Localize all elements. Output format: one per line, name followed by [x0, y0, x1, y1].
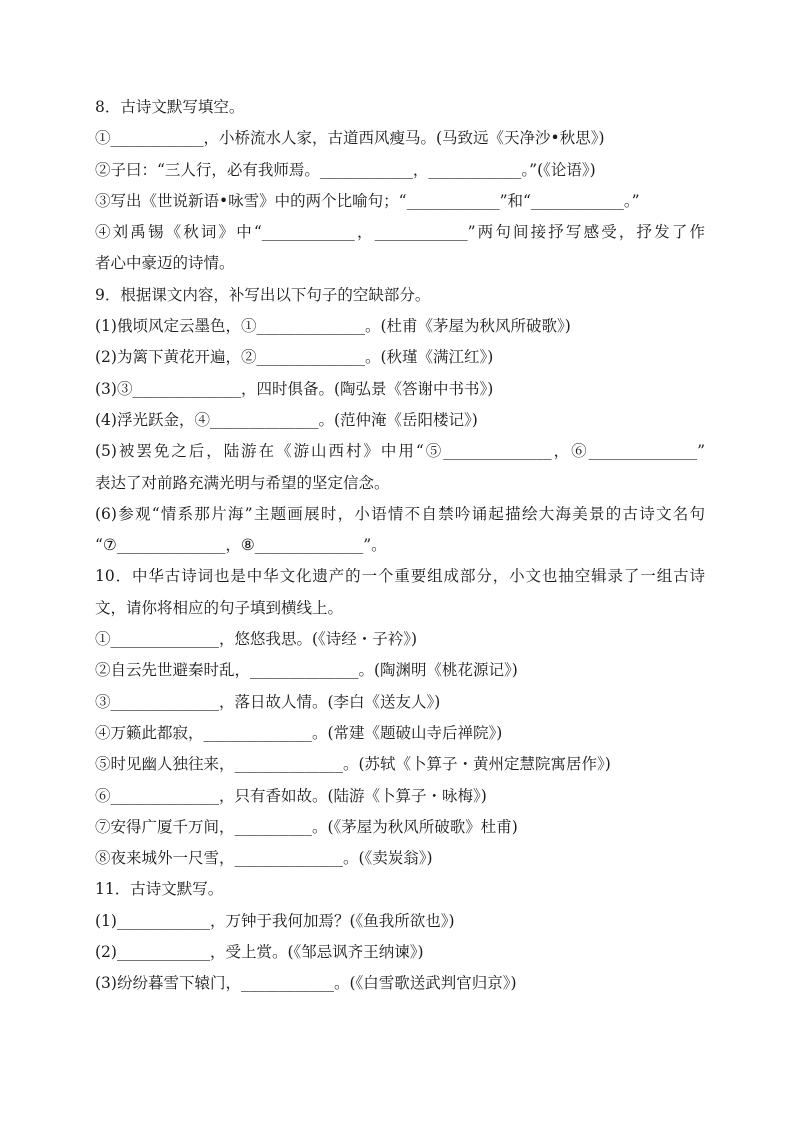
question-10-item-5: ⑤时见幽人独往来，______________。(苏轼《卜算子・黄州定慧院寓居作》)	[95, 755, 611, 774]
question-11-heading: 11．古诗文默写。	[95, 880, 224, 899]
question-10-heading: 10．中华古诗词也是中华文化遗产的一个重要组成部分，小文也抽空辑录了一组古诗	[95, 567, 705, 586]
question-9-item-6-cont: “⑦______________，⑧______________”。	[95, 536, 387, 555]
question-10-item-3: ③______________，落日故人情。(李白《送友人》)	[95, 692, 441, 711]
question-8-item-1: ①____________，小桥流水人家，古道西风瘦马。(马致远《天净沙•秋思》)	[95, 129, 605, 148]
question-11-item-3: (3)纷纷暮雪下辕门，____________。(《白雪歌送武判官归京》)	[95, 974, 517, 993]
question-11-item-2: (2)____________，受上赏。(《邹忌讽齐王纳谏》)	[95, 943, 424, 962]
question-10-item-8: ⑧夜来城外一尺雪，______________。(《卖炭翁》)	[95, 849, 433, 868]
question-9-item-1: (1)俄顷风定云墨色，①______________。(杜甫《茅屋为秋风所破歌》)	[95, 317, 571, 336]
question-9-item-5: (5)被罢免之后，陆游在《游山西村》中用“⑤______________，⑥______________”	[95, 442, 705, 461]
document-page	[95, 92, 705, 1000]
question-10-item-7: ⑦安得广厦千万间，__________。(《茅屋为秋风所破歌》杜甫)	[95, 817, 518, 836]
question-8-heading: 8．古诗文默写填空。	[95, 98, 245, 116]
question-10-item-4: ④万籁此都寂，______________。(常建《题破山寺后禅院》)	[95, 723, 503, 742]
question-9-heading: 9．根据课文内容，补写出以下句子的空缺部分。	[95, 285, 431, 304]
question-8-item-2: ②子曰：“三人行，必有我师焉。____________，____________。”(《论语》)	[95, 160, 596, 179]
question-9-item-4: (4)浮光跃金，④______________。(范仲淹《岳阳楼记》)	[95, 410, 478, 429]
question-10-item-1: ①______________，悠悠我思。(《诗经・子衿》)	[95, 630, 418, 649]
question-9-item-3: (3)③______________，四时俱备。(陶弘景《答谢中书书》)	[95, 379, 494, 398]
question-8-item-4-cont: 者心中豪迈的诗情。	[95, 254, 235, 273]
question-9-item-6: (6)参观“情系那片海”主题画展时，小语情不自禁吟诵起描绘大海美景的古诗文名句	[95, 504, 705, 523]
question-11-item-1: (1)____________，万钟于我何加焉？(《鱼我所欲也》)	[95, 911, 455, 930]
question-8-item-4: ④刘禹锡《秋词》中“____________，____________”两句间接抒写感受，抒发了作	[95, 223, 705, 242]
question-9-item-2: (2)为篱下黄花开遍，②______________。(秋瑾《满江红》)	[95, 348, 494, 367]
question-9-item-5-cont: 表达了对前路充满光明与希望的坚定信念。	[95, 473, 390, 492]
question-10-item-6: ⑥______________，只有香如故。(陆游《卜算子・咏梅》)	[95, 786, 487, 805]
question-8-item-3: ③写出《世说新语•咏雪》中的两个比喻句；“____________”和“____________。”	[95, 191, 640, 210]
question-10-item-2: ②自云先世避秦时乱，______________。(陶渊明《桃花源记》)	[95, 661, 518, 680]
question-10-heading-cont: 文，请你将相应的句子填到横线上。	[95, 598, 344, 617]
